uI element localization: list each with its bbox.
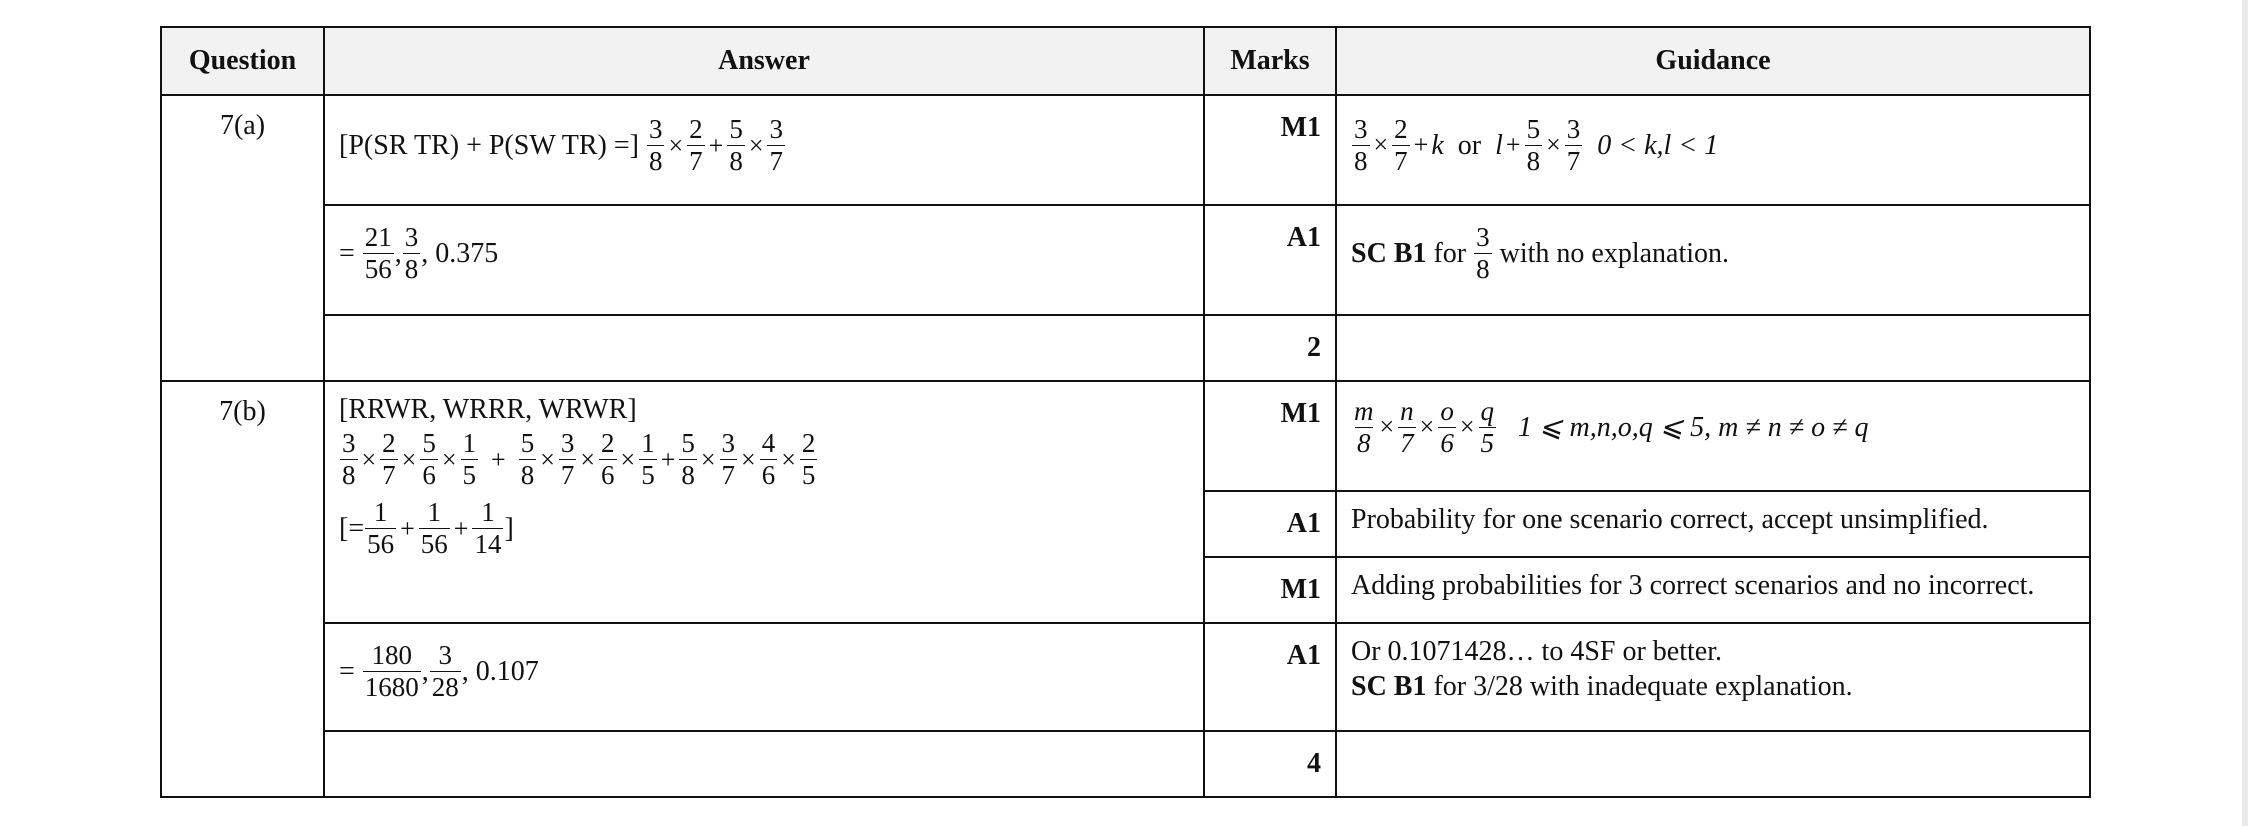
page-edge — [2242, 0, 2248, 826]
fraction: $\frac{2}{7}$ — [689, 114, 703, 176]
table-row — [161, 205, 2090, 315]
fraction: $\frac{3}{7}$ — [769, 114, 783, 176]
table-row — [161, 623, 2090, 731]
header-question: Question — [161, 27, 324, 95]
mark: M1 — [1204, 557, 1336, 623]
table-row — [161, 381, 2090, 491]
fraction: $\frac{5}{8}$ — [729, 114, 743, 176]
table-row — [161, 731, 2090, 797]
guidance-cell: SC B1 for $\frac{3}{8}$ with no explanation. — [1336, 205, 2090, 315]
total-marks: 2 — [1204, 315, 1336, 381]
mark: A1 — [1204, 205, 1336, 315]
answer-cell: [RRWR, WRRR, WRWR] $\frac{3}{8}$ × $\frac{2}{7}$ × $\frac{5}{6}$ × $\frac{1}{5}$ + $\frac{5}{8}$ × $\frac{3}{7}$ × $\frac{2}{6}$ × $\frac{1}{5}$ + $\frac{5}{8}$ × $\frac{3}{7}$ × $\frac{4}{6}$ × $\frac{2}{5}$ [= $\frac{1}{56}$ + $\frac{1}{56}$ + $\frac{1}{14}$ ] — [324, 381, 1204, 623]
answer-cell: = $\frac{21}{56}$ , $\frac{3}{8}$ , 0.375 — [324, 205, 1204, 315]
mark: A1 — [1204, 623, 1336, 731]
guidance-cell: $\frac{3}{8}$ × $\frac{2}{7}$ + k or l + $\frac{5}{8}$ × $\frac{3}{7}$ 0 < k,l < 1 — [1336, 95, 2090, 205]
question-label: 7(b) — [161, 381, 324, 797]
guidance-cell: Or 0.1071428… to 4SF or better. SC B1 for 3/28 with inadequate explanation. — [1336, 623, 2090, 731]
header-row — [161, 27, 2090, 95]
fraction: $\frac{2}{7}$ — [1394, 114, 1408, 176]
fraction: $\frac{3}{8}$ — [1476, 222, 1490, 284]
answer-text: [P(SR TR) + P(SW TR) =] — [339, 129, 639, 161]
fraction: $\frac{21}{56}$ — [364, 222, 392, 284]
answer-cell: [P(SR TR) + P(SW TR) =] $\frac{3}{8}$ × $\frac{2}{7}$ + $\frac{5}{8}$ × $\frac{3}{7}$ — [324, 95, 1204, 205]
header-answer: Answer — [324, 27, 1204, 95]
fraction: $\frac{3}{8}$ — [648, 114, 663, 176]
guidance-cell: $\frac{m}{8}$ × $\frac{n}{7}$ × $\frac{o}{6}$ × $\frac{q}{5}$ 1 ⩽ m,n,o,q ⩽ 5, m ≠ n ≠ o ≠ q — [1336, 381, 2090, 491]
scenarios: [RRWR, WRRR, WRWR] — [339, 394, 637, 425]
mark-scheme-table — [160, 26, 2091, 798]
header-marks: Marks — [1204, 27, 1336, 95]
header-guidance: Guidance — [1336, 27, 2090, 95]
answer-cell: = $\frac{180}{1680}$ , $\frac{3}{28}$ , 0.107 — [324, 623, 1204, 731]
mark: M1 — [1204, 381, 1336, 491]
mark: M1 — [1204, 95, 1336, 205]
guidance-cell: Adding probabilities for 3 correct scenarios and no incorrect. — [1336, 557, 2090, 623]
fraction: $\frac{3}{7}$ — [1566, 114, 1581, 176]
question-label: 7(a) — [161, 95, 324, 381]
fraction: $\frac{3}{8}$ — [1354, 114, 1368, 176]
fraction: $\frac{3}{8}$ — [404, 222, 419, 284]
table-row — [161, 315, 2090, 381]
table-row — [161, 95, 2090, 205]
fraction: $\frac{5}{8}$ — [1526, 114, 1541, 176]
total-marks: 4 — [1204, 731, 1336, 797]
mark: A1 — [1204, 491, 1336, 557]
guidance-cell: Probability for one scenario correct, accept unsimplified. — [1336, 491, 2090, 557]
